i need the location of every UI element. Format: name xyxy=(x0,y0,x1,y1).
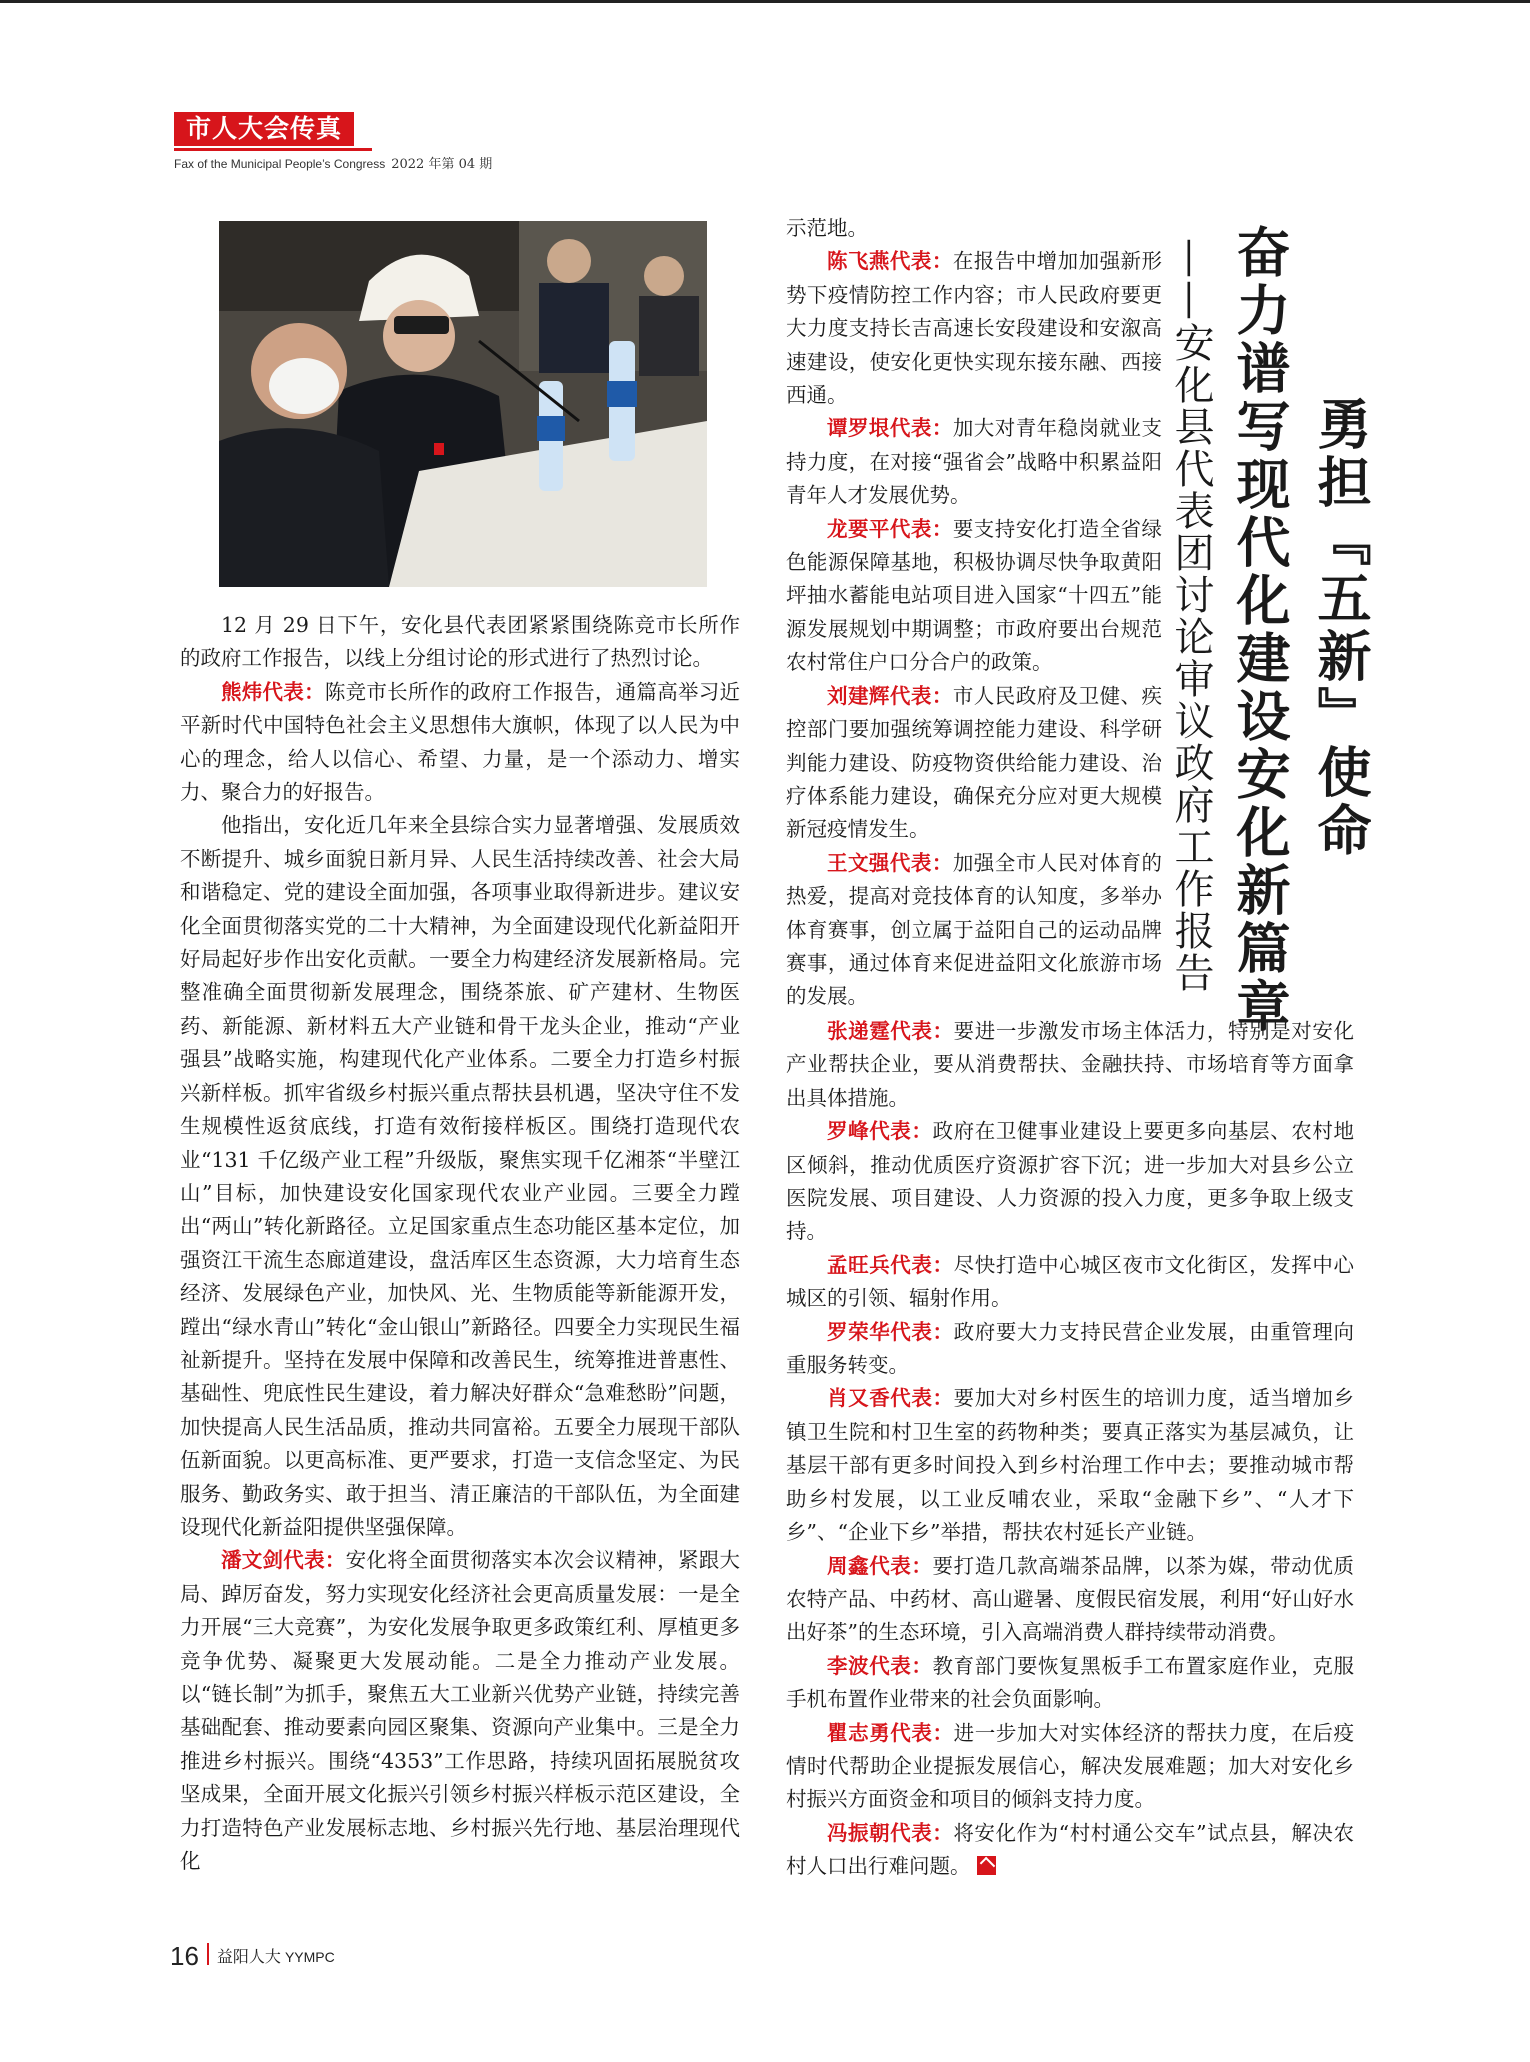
speech-text: 政府在卫健事业建设上要更多向基层、农村地区倾斜，推动优质医疗资源扩容下沉；进一步加大对县乡公立医院发展、项目建设、人力资源的投入力度，更多争取上级支持。 xyxy=(786,1119,1355,1244)
end-mark-icon xyxy=(977,1856,996,1875)
speaker-name: 潘文剑代表： xyxy=(221,1548,346,1573)
paragraph xyxy=(786,680,1162,847)
paragraph-intro: 12 月 29 日下午，安化县代表团紧紧围绕陈竞市长所作的政府工作报告，以线上分组讨论的形式进行了热烈讨论。 xyxy=(180,613,740,671)
speaker-name: 谭罗垠代表： xyxy=(827,416,953,441)
speaker-name: 肖又香代表： xyxy=(827,1386,954,1411)
paragraph xyxy=(786,1650,1354,1717)
column-right-upper xyxy=(786,212,1162,1014)
speaker-name: 周鑫代表： xyxy=(827,1553,933,1578)
speech-text: 在报告中增加加强新形势下疫情防控工作内容；市人民政府要更大力度支持长吉高速长安段建设和安溆高速建设，使安化更快实现东接东融、西接西通。 xyxy=(786,249,1163,408)
section-underline xyxy=(174,148,372,151)
speech-text: 要打造几款高端茶品牌，以茶为媒，带动优质农特产品、中药材、高山避暑、度假民宿发展，利用“好山好水出好茶”的生态环境，引入高端消费人群持续带动消费。 xyxy=(786,1553,1355,1645)
page-number: 16 xyxy=(170,1941,199,1971)
speech-text: 要支持安化打造全省绿色能源保障基地，积极协调尽快争取黄阳坪抽水蓄能电站项目进入国家“十四五”能源发展规划中期调整；市政府要出台规范农村常住户口分合户的政策。 xyxy=(786,516,1163,675)
speaker-name: 罗荣华代表： xyxy=(827,1319,954,1344)
speech-text: 将安化作为“村村通公交车”试点县，解决农村人口出行难问题。 xyxy=(786,1820,1354,1879)
paragraph xyxy=(786,1717,1354,1817)
title-line-1: 勇担『五新』使命 xyxy=(1309,396,1373,860)
speech-text: 加大对青年稳岗就业支持力度，在对接“强省会”战略中积累益阳青年人才发展优势。 xyxy=(786,416,1163,508)
paragraph-continued: 示范地。 xyxy=(786,216,868,240)
speech-text: 安化将全面贯彻落实本次会议精神，紧跟大局、踔厉奋发，努力实现安化经济社会更高质量发展：一是全力开展“三大竞赛”，为安化发展争取更多政策红利、厚植更多竞争优势、凝聚更大发展动能。二是全力推动产业发展。以“链长制”为抓手，聚焦五大工业新兴优势产业链，持续完善基础配套、推动要素向园区聚集、资源向产业集中。三是全力推进乡村振兴。围绕“4353”工作思路，持续巩固拓展脱贫攻坚成果，全面开展文化振兴引领乡村振兴样板示范区建设，全力打造特色产业发展标志地、乡村振兴先行地、基层治理现代化 xyxy=(180,1548,740,1874)
column-right-lower xyxy=(786,1015,1354,1884)
paragraph xyxy=(180,676,740,810)
speaker-name: 孟旺兵代表： xyxy=(827,1252,954,1277)
paragraph xyxy=(786,1382,1354,1549)
speaker-name: 刘建辉代表： xyxy=(827,683,953,708)
paragraph xyxy=(786,1550,1354,1650)
section-badge: 市人大会传真 xyxy=(174,112,354,146)
paragraph xyxy=(786,847,1162,1014)
speech-text: 政府要大力支持民营企业发展，由重管理向重服务转变。 xyxy=(786,1319,1354,1378)
top-rule xyxy=(0,0,1530,3)
paragraph xyxy=(786,1817,1354,1884)
paragraph xyxy=(786,412,1162,512)
paragraph xyxy=(180,1544,740,1878)
title-line-2: 奋力谱写现代化建设安化新篇章 xyxy=(1228,224,1292,1036)
speaker-name: 陈飞燕代表： xyxy=(827,249,953,274)
title-subtitle: ——安化县代表团讨论审议政府工作报告 xyxy=(1168,238,1214,994)
paragraph xyxy=(786,245,1162,412)
issue-label: 2022 年第 04 期 xyxy=(391,157,493,172)
paragraph xyxy=(786,1115,1354,1249)
speech-text: 市人民政府及卫健、疾控部门要加强统筹调控能力建设、科学研判能力建设、防疫物资供给能力建设、治疗体系能力建设，确保充分应对更大规模新冠疫情发生。 xyxy=(786,683,1163,842)
magazine-name: 益阳人大 xyxy=(216,1947,281,1966)
paragraph xyxy=(786,513,1162,680)
speaker-name: 王文强代表： xyxy=(827,850,953,875)
speech-text: 陈竞市长所作的政府工作报告，通篇高举习近平新时代中国特色社会主义思想伟大旗帜，体现了以人民为中心的理念，给人以信心、希望、力量，是一个添动力、增实力、聚合力的好报告。 xyxy=(180,679,741,805)
speech-text: 加强全市人民对体育的热爱，提高对竞技体育的认知度，多举办体育赛事，创立属于益阳自己的运动品牌赛事，通过体育来促进益阳文化旅游市场的发展。 xyxy=(786,850,1163,1009)
speech-text: 尽快打造中心城区夜市文化街区，发挥中心城区的引领、辐射作用。 xyxy=(786,1252,1354,1311)
speaker-name: 张递霆代表： xyxy=(827,1019,954,1043)
speaker-name: 李波代表： xyxy=(827,1653,933,1678)
paragraph xyxy=(786,1316,1354,1383)
magazine-name-en: YYMPC xyxy=(284,1949,335,1965)
speech-text: 要加大对乡村医生的培训力度，适当增加乡镇卫生院和村卫生室的药物种类；要真正落实为基层减负，让基层干部有更多时间投入到乡村治理工作中去；要推动城市帮助乡村发展，以工业反哺农业，采取“金融下乡”、“人才下乡”、“企业下乡”举措，帮扶农村延长产业链。 xyxy=(786,1386,1354,1545)
speaker-name: 冯振朝代表： xyxy=(827,1820,954,1845)
paragraph xyxy=(786,1015,1354,1115)
speaker-name: 龙要平代表： xyxy=(827,516,953,541)
speech-text: 要进一步激发市场主体活力，特别是对安化产业帮扶企业，要从消费帮扶、金融扶持、市场培育等方面拿出具体措施。 xyxy=(786,1019,1354,1110)
subtitle-en: Fax of the Municipal People’s Congress xyxy=(174,157,386,171)
speech-text: 进一步加大对实体经济的帮扶力度，在后疫情时代帮助企业提振发展信心，解决发展难题；加大对安化乡村振兴方面资金和项目的倾斜支持力度。 xyxy=(786,1720,1354,1812)
page-footer xyxy=(170,1941,335,1972)
speaker-name: 罗峰代表： xyxy=(827,1119,933,1144)
footer-divider xyxy=(207,1943,209,1965)
column-left xyxy=(180,609,740,1878)
speaker-name: 熊炜代表： xyxy=(221,679,325,704)
paragraph xyxy=(786,1249,1354,1316)
meeting-photo xyxy=(219,221,707,587)
paragraph: 他指出，安化近几年来全县综合实力显著增强、发展质效不断提升、城乡面貌日新月异、人民生活持续改善、社会大局和谐稳定、党的建设全面加强，各项事业取得新进步。建议安化全面贯彻落实党的二十大精神，为全面建设现代化新益阳开好局起好步作出安化贡献。一要全力构建经济发展新格局。完整准确全面贯彻新发展理念，围绕茶旅、矿产建材、生物医药、新能源、新材料五大产业链和骨干龙头企业，推动“产业强县”战略实施，构建现代化产业体系。二要全力打造乡村振兴新样板。抓牢省级乡村振兴重点帮扶县机遇，坚决守住不发生规模性返贫底线，打造有效衔接样板区。围绕打造现代农业“131 千亿级产业工程”升级版，聚焦实现千亿湘茶“半壁江山”目标，加快建设安化国家现代农业产业园。三要全力蹚出“两山”转化新路径。立足国家重点生态功能区基本定位，加强资江干流生态廊道建设，盘活库区生态资源，大力培育生态经济、发展绿色产业，加快风、光、生物质能等新能源开发，蹚出“绿水青山”转化“金山银山”新路径。四要全力实现民生福祉新提升。坚持在发展中保障和改善民生，统筹推进普惠性、基础性、兜底性民生建设，着力解决好群众“急难愁盼”问题，加快提高人民生活品质，推动共同富裕。五要全力展现干部队伍新面貌。以更高标准、更严要求，打造一支信念坚定、为民服务、勤政务实、敢于担当、清正廉洁的干部队伍，为全面建设现代化新益阳提供坚强保障。 xyxy=(180,813,740,1539)
speaker-name: 瞿志勇代表： xyxy=(827,1720,954,1745)
speech-text: 教育部门要恢复黑板手工布置家庭作业，克服手机布置作业带来的社会负面影响。 xyxy=(786,1653,1355,1712)
header-subtitle xyxy=(174,153,492,172)
